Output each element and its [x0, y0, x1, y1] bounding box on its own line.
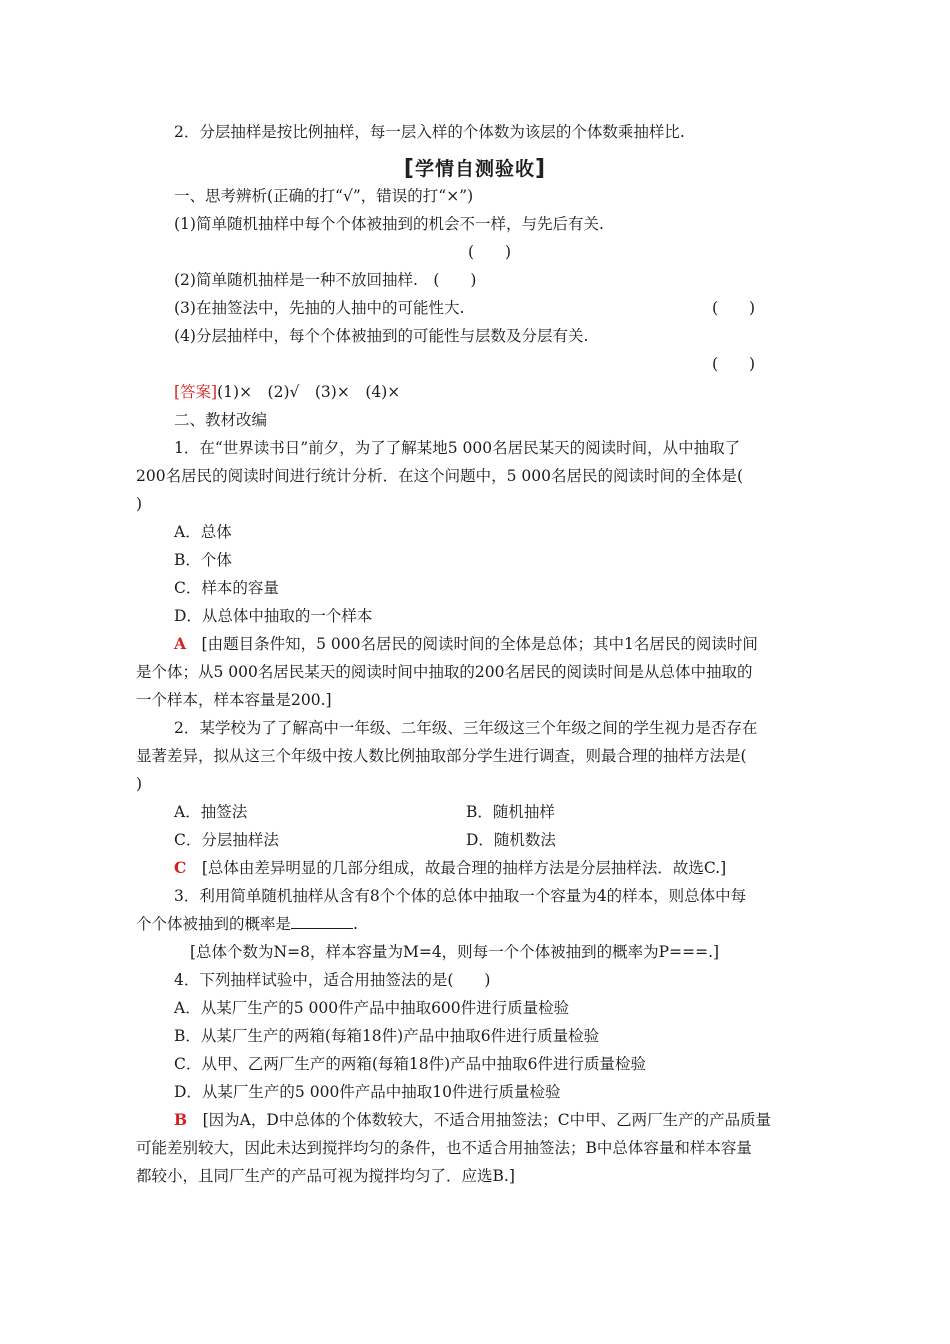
answer-blank: [291, 914, 353, 929]
p2-line-1: 2．某学校为了了解高中一年级、二年级、三年级这三个年级之间的学生视力是否存在: [174, 719, 758, 737]
p2-line-2: 显著差异，拟从这三个年级中按人数比例抽取部分学生进行调查，则最合理的抽样方法是(: [136, 747, 747, 765]
p4-line-1: 4．下列抽样试验中，适合用抽签法的是( ): [174, 971, 491, 989]
part1-question-2: (2)简单随机抽样是一种不放回抽样. ( ): [174, 271, 477, 289]
part1-question-4: (4)分层抽样中，每个个体被抽到的可能性与层数及分层有关.: [174, 327, 589, 345]
part1-question-1: (1)简单随机抽样中每个个体被抽到的机会不一样，与先后有关.: [174, 215, 604, 233]
part1-question-3-paren: ( ): [712, 299, 756, 317]
p2-option-d: D．随机数法: [466, 831, 556, 849]
answer-label: [答案]: [174, 383, 218, 401]
p1-solution-text: [由题目条件知，5 000名居民的阅读时间的全体是总体；其中1名居民的阅读时间: [201, 635, 758, 653]
p3-line-2: [136, 913, 358, 935]
p3-line-2-text: 个个体被抽到的概率是: [136, 915, 292, 933]
p2-option-a: A．抽签法: [174, 803, 248, 821]
p2-line-3: ): [136, 775, 143, 793]
p1-solution-line-3: 一个样本，样本容量是200.]: [136, 691, 332, 709]
section-bracket-left: [: [403, 156, 415, 181]
p4-option-c: C．从甲、乙两厂生产的两箱(每箱18件)产品中抽取6件进行质量检验: [174, 1055, 647, 1073]
p4-option-a: A．从某厂生产的5 000件产品中抽取600件进行质量检验: [174, 999, 570, 1017]
p4-solution-line-2: 可能差别较大，因此未达到搅拌均匀的条件，也不适合用抽签法；B中总体容量和样本容量: [136, 1139, 752, 1157]
p1-answer-letter: A: [174, 634, 187, 653]
part1-heading: 一、思考辨析(正确的打“√”，错误的打“×”): [174, 187, 474, 205]
part2-heading: 二、教材改编: [174, 411, 268, 429]
part1-question-3: (3)在抽签法中，先抽的人抽中的可能性大.: [174, 299, 465, 317]
p1-option-d: D．从总体中抽取的一个样本: [174, 607, 373, 625]
p1-solution-line-1: [174, 633, 758, 655]
p2-option-b: B．随机抽样: [466, 803, 555, 821]
section-title: [0, 154, 950, 181]
p3-solution-line-1: [总体个数为N=8，样本容量为M=4，则每一个个体被抽到的概率为P===.]: [190, 943, 720, 961]
p2-solution-text: [总体由差异明显的几部分组成，故最合理的抽样方法是分层抽样法．故选C.]: [201, 859, 727, 877]
p1-line-1: 1．在“世界读书日”前夕，为了了解某地5 000名居民某天的阅读时间，从中抽取了: [174, 439, 741, 457]
p1-line-2: 200名居民的阅读时间进行统计分析．在这个问题中，5 000名居民的阅读时间的全体是(: [136, 467, 744, 485]
section-bracket-right: ]: [535, 156, 547, 181]
part1-question-1-paren: ( ): [468, 243, 512, 261]
p3-line-1: 3．利用简单随机抽样从含有8个个体的总体中抽取一个容量为4的样本，则总体中每: [174, 887, 747, 905]
intro-point-2: 2．分层抽样是按比例抽样，每一层入样的个体数为该层的个体数乘抽样比.: [174, 123, 685, 141]
p3-line-2-end: .: [353, 915, 358, 933]
p4-option-b: B．从某厂生产的两箱(每箱18件)产品中抽取6件进行质量检验: [174, 1027, 600, 1045]
p2-option-c: C．分层抽样法: [174, 831, 279, 849]
p4-solution-line-3: 都较小，且同厂生产的产品可视为搅拌均匀了．应选B.]: [136, 1167, 515, 1185]
p1-option-b: B．个体: [174, 551, 232, 569]
p4-option-d: D．从某厂生产的5 000件产品中抽取10件进行质量检验: [174, 1083, 561, 1101]
part1-answer: [174, 381, 400, 403]
p1-option-a: A．总体: [174, 523, 232, 541]
p2-solution-line-1: [174, 857, 726, 879]
p4-answer-letter: B: [174, 1110, 188, 1129]
p4-solution-text: [因为A，D中总体的个体数较大，不适合用抽签法；C中甲、乙两厂生产的产品质量: [202, 1111, 772, 1129]
p4-solution-line-1: [174, 1109, 771, 1131]
section-title-text: 学情自测验收: [414, 158, 535, 180]
p1-solution-line-2: 是个体；从5 000名居民某天的阅读时间中抽取的200名居民的阅读时间是从总体中抽取的: [136, 663, 753, 681]
p2-answer-letter: C: [174, 858, 187, 877]
p1-option-c: C．样本的容量: [174, 579, 279, 597]
answer-text: (1)× (2)√ (3)× (4)×: [217, 383, 401, 401]
p1-line-3: ): [136, 495, 143, 513]
part1-question-4-paren: ( ): [712, 355, 756, 373]
